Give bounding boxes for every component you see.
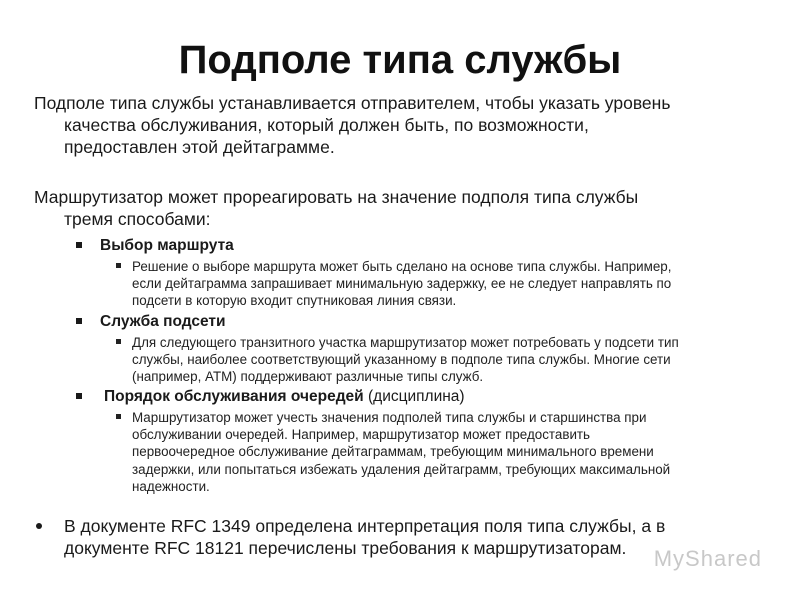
intro-line-2: качества обслуживания, который должен быть, по возможности, [64, 115, 589, 135]
watermark-logo: MyShared [653, 546, 762, 571]
slide-title: Подполе типа службы [178, 38, 622, 82]
sub-line: Для следующего транзитного участка маршрутизатор может потребовать у подсети тип [132, 335, 679, 350]
sub-line: (например, ATM) поддерживают различные типы служб. [132, 369, 484, 385]
sub-line: задержки, или попытаться избежать удаления дейтаграмм, требующих максимальной [132, 461, 671, 477]
sub-line: обслуживании очередей. Например, маршрутизатор может предоставить [132, 427, 591, 443]
sub-line: Решение о выборе маршрута может быть сделано на основе типа службы. Например, [132, 259, 672, 274]
intro-paragraph [34, 92, 774, 158]
router-line-2: тремя способами: [64, 209, 211, 229]
square-bullet-icon [76, 393, 82, 399]
square-bullet-icon [116, 414, 121, 419]
intro-line-3: предоставлен этой дейтаграмме. [64, 137, 335, 157]
sub-line: если дейтаграмма запрашивает минимальную задержку, ее не следует направлять по [132, 276, 672, 292]
intro-line-1: Подполе типа службы устанавливается отправителем, чтобы указать уровень [34, 93, 671, 113]
sub-line: подсети в которую входит спутниковая линия связи. [132, 293, 457, 309]
item-label-suffix: (дисциплина) [363, 388, 465, 405]
square-bullet-icon [76, 318, 82, 324]
router-paragraph [34, 186, 774, 230]
sub-line: первоочередное обслуживание дейтаграммам, требующим минимального времени [132, 444, 654, 460]
item-label: Порядок обслуживания очередей [104, 388, 364, 405]
round-bullet-icon [36, 523, 42, 529]
item-label: Выбор маршрута [100, 237, 234, 254]
rfc-line-1: В документе RFC 1349 определена интерпретация поля типа службы, а в [64, 516, 666, 536]
rfc-line-2: документе RFC 18121 перечислены требования к маршрутизаторам. [64, 538, 627, 558]
router-line-1: Маршрутизатор может прореагировать на значение подполя типа службы [34, 187, 639, 207]
square-bullet-icon [116, 339, 121, 344]
sub-line: надежности. [132, 478, 210, 494]
sub-line: службы, наиболее соответствующий указанному в подполе типа службы. Многие сети [132, 352, 671, 368]
square-bullet-icon [116, 263, 121, 268]
square-bullet-icon [76, 242, 82, 248]
sub-line: Маршрутизатор может учесть значения подполей типа службы и старшинства при [132, 410, 647, 425]
item-label: Служба подсети [100, 313, 226, 330]
